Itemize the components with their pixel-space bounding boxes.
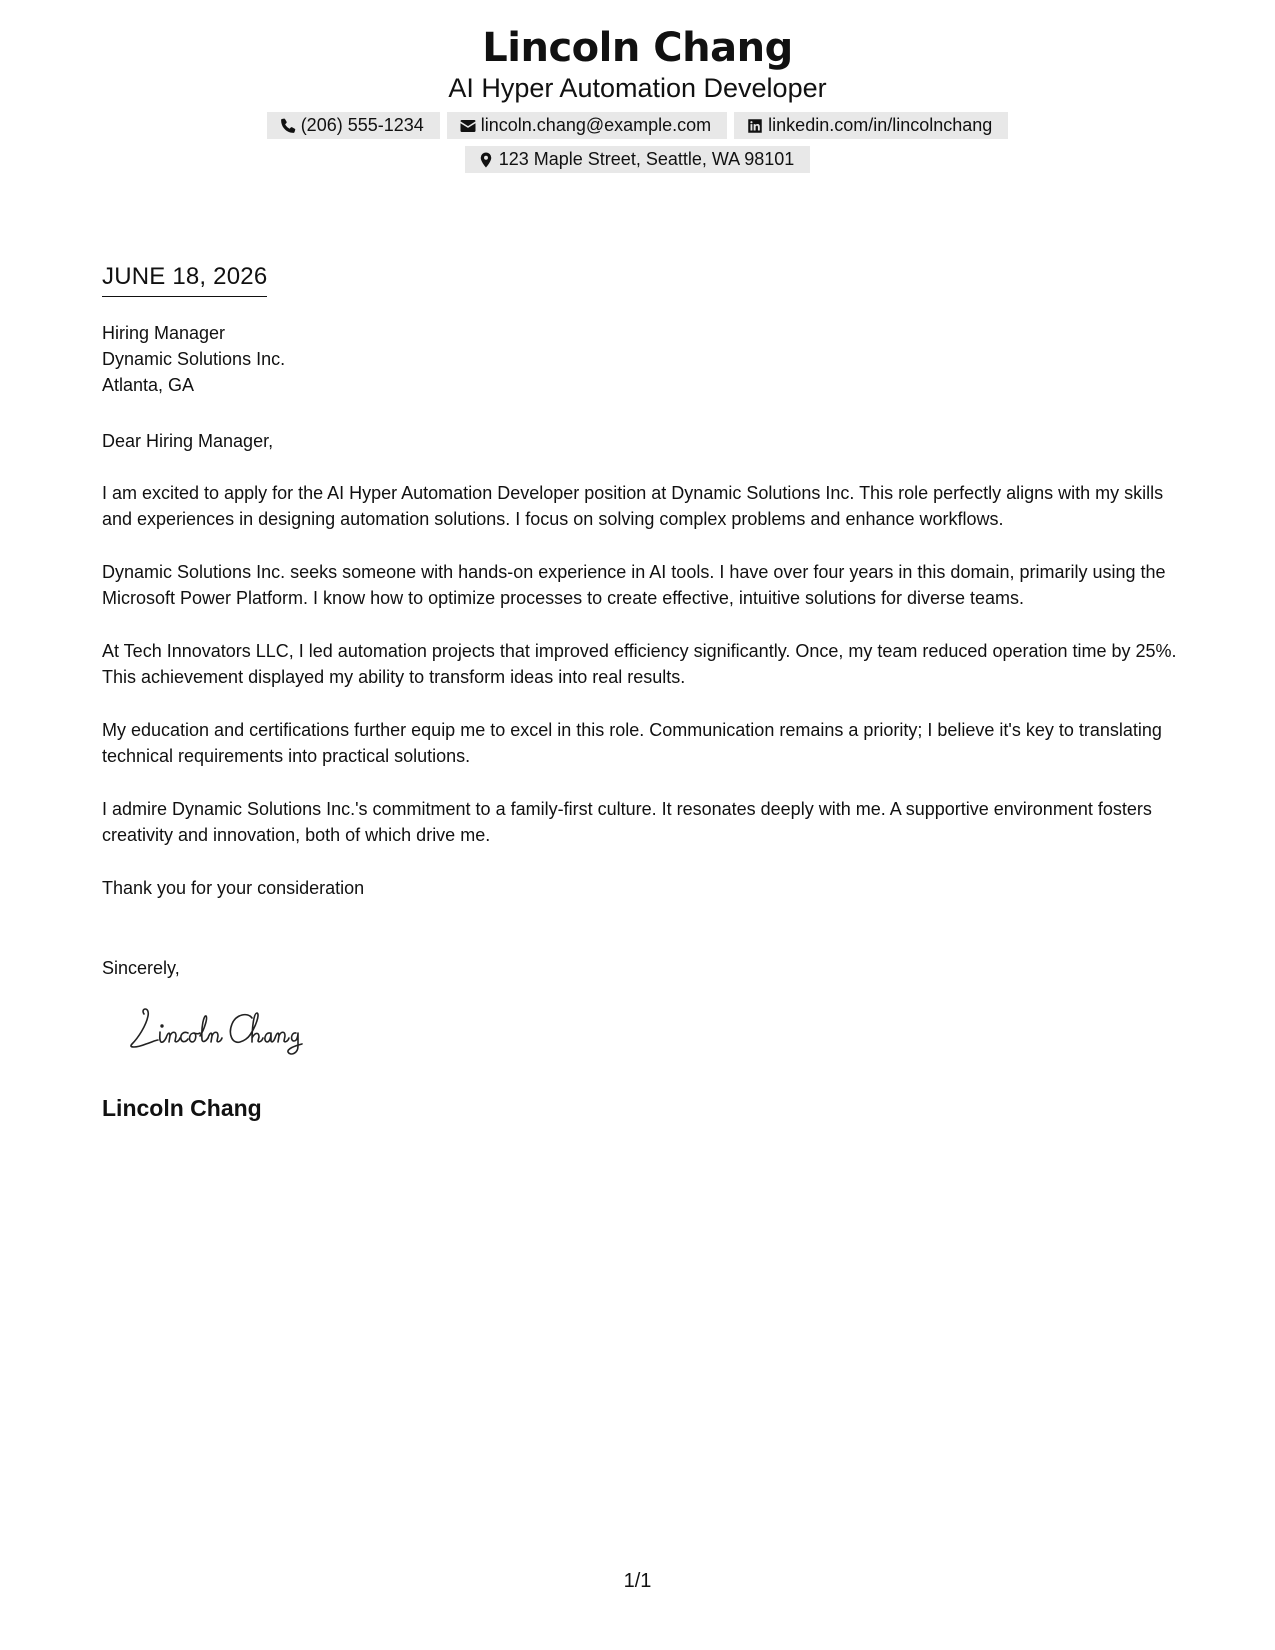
body-paragraph: Thank you for your consideration	[102, 878, 365, 898]
letter-date: JUNE 18, 2026	[102, 262, 267, 297]
contact-linkedin[interactable]	[734, 112, 1008, 139]
body-paragraph: My education and certifications further equip me to excel in this role. Communication remains a priority; I believe it's key to translating technical requirements into practical solutions.	[102, 720, 1162, 766]
contact-linkedin-text: linkedin.com/in/lincolnchang	[768, 115, 993, 135]
applicant-name: Lincoln Chang	[482, 25, 793, 71]
recipient-line: Dynamic Solutions Inc.	[102, 349, 286, 369]
contact-phone-text: (206) 555-1234	[300, 115, 424, 135]
recipient-block	[102, 320, 1182, 398]
signer-name: Lincoln Chang	[102, 1095, 262, 1121]
page-number: 1/1	[623, 1570, 652, 1592]
letter-header	[0, 22, 1275, 173]
contact-info	[238, 112, 1038, 173]
linkedin-icon	[746, 117, 764, 135]
salutation: Dear Hiring Manager,	[102, 431, 274, 451]
closing: Sincerely,	[102, 958, 180, 978]
recipient-line: Hiring Manager	[102, 323, 226, 343]
phone-icon	[279, 117, 297, 135]
contact-address	[465, 146, 811, 173]
contact-phone	[267, 112, 440, 139]
envelope-icon	[459, 117, 477, 135]
body-paragraph: I am excited to apply for the AI Hyper Automation Developer position at Dynamic Solutions Inc. This role perfectly aligns with my skills and experiences in designing automation solutions. I focus on solving complex problems and enhance workflows.	[102, 483, 1164, 529]
letter-body	[102, 480, 1182, 928]
contact-email-text: lincoln.chang@example.com	[480, 115, 712, 135]
body-paragraph: Dynamic Solutions Inc. seeks someone with hands-on experience in AI tools. I have over four years in this domain, primarily using the Microsoft Power Platform. I know how to optimize processes to create effective, intuitive solutions for diverse teams.	[102, 562, 1166, 608]
recipient-line: Atlanta, GA	[102, 375, 195, 395]
body-paragraph: At Tech Innovators LLC, I led automation projects that improved efficiency significantly. Once, my team reduced operation time by 25%. This achievement displayed my ability to transform ideas into real results.	[102, 641, 1177, 687]
handwritten-signature	[124, 1000, 344, 1060]
contact-address-text: 123 Maple Street, Seattle, WA 98101	[498, 149, 795, 169]
contact-email[interactable]	[447, 112, 727, 139]
map-marker-icon	[477, 151, 495, 169]
applicant-title: AI Hyper Automation Developer	[448, 73, 827, 103]
body-paragraph: I admire Dynamic Solutions Inc.'s commitment to a family-first culture. It resonates deeply with me. A supportive environment fosters creativity and innovation, both of which drive me.	[102, 799, 1152, 845]
